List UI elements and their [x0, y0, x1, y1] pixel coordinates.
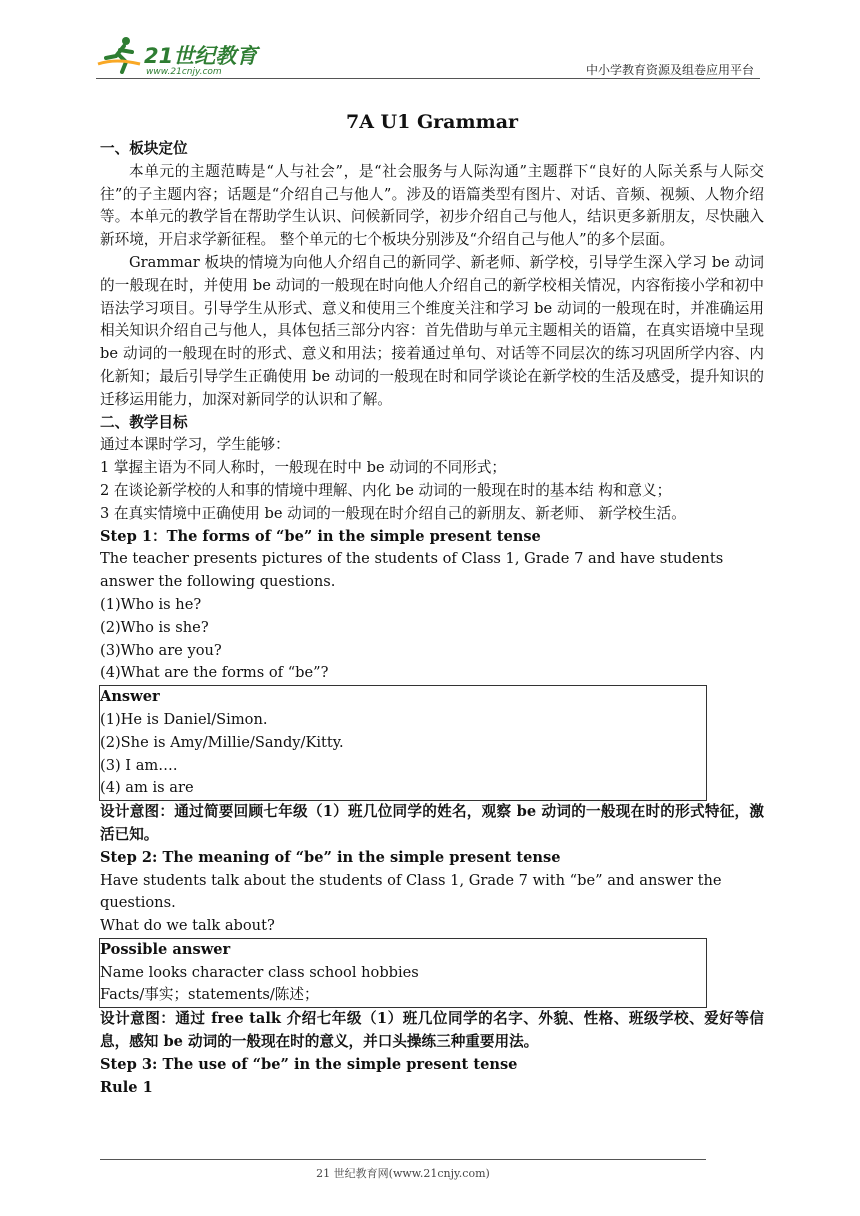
- answer-item: (2)She is Amy/Millie/Sandy/Kitty.: [100, 733, 344, 751]
- possible-answer-heading: Possible answer: [100, 940, 231, 958]
- possible-answer-line: Name looks character class school hobbies: [100, 963, 419, 981]
- question-item: (3)Who are you?: [100, 641, 222, 659]
- answer-heading: Answer: [100, 688, 160, 706]
- step2-text: Have students talk about the students of Class 1, Grade 7 with “be” and answer the questions.: [100, 871, 722, 912]
- page-footer: 21 世纪教育网(www.21cnjy.com): [316, 1167, 490, 1180]
- answer-item: (4) am is are: [100, 779, 194, 797]
- document-body: [100, 108, 764, 1099]
- goal-item: 1 掌握主语为不同人称时，一般现在时中 be 动词的不同形式；: [100, 459, 507, 477]
- possible-answer-line: Facts/事实；statements/陈述；: [100, 986, 319, 1004]
- step3-heading: Step 3: The use of “be” in the simple present tense: [100, 1055, 518, 1073]
- answer-item: (1)He is Daniel/Simon.: [100, 710, 268, 728]
- question-item: (4)What are the forms of “be”?: [100, 664, 329, 682]
- logo-text: 21世纪教育: [144, 44, 258, 68]
- header-divider: [96, 78, 760, 79]
- step1-text: The teacher presents pictures of the students of Class 1, Grade 7 and have students answer the following questions.: [100, 550, 724, 591]
- rule1-label: Rule 1: [100, 1078, 153, 1096]
- answer-item: (3) I am….: [100, 756, 178, 774]
- section1-heading: 一、板块定位: [100, 140, 188, 157]
- section1-paragraph2: Grammar 板块的情境为向他人介绍自己的新同学、新老师、新学校，引导学生深入学习 be 动词的一般现在时，并使用 be 动词的一般现在时向他人介绍自己的新学校相关情况，内容衔接小学和初中语法学习项目。引导学生从形式、意义和使用三个维度关注和学习 be 动词的一般现在时，并准确运用相关知识介绍自己与他人，具体包括三部分内容：首先借助与单元主题相关的语篇，在真实语境中呈现 be 动词的一般现在时的形式、意义和用法；接着通过单句、对话等不同层次的练习巩固所学内容、内化新知；最后引导学生正确使用 be 动词的一般现在时和同学谈论在新学校的生活及感受，提升知识的迁移运用能力，加深对新同学的认识和了解。: [100, 253, 764, 408]
- goal-item: 3 在真实情境中正确使用 be 动词的一般现在时介绍自己的新朋友、新老师、 新学校生活。: [100, 504, 686, 522]
- goal-item: 2 在谈论新学校的人和事的情境中理解、内化 be 动词的一般现在时的基本结 构和意义；: [100, 481, 672, 499]
- answer-box: [99, 685, 707, 801]
- question-item: (1)Who is he?: [100, 595, 202, 613]
- step1-heading: Step 1：The forms of “be” in the simple present tense: [100, 527, 541, 545]
- section2-intro: 通过本课时学习，学生能够：: [100, 436, 290, 454]
- step2-heading: Step 2: The meaning of “be” in the simple present tense: [100, 848, 561, 866]
- document-title: 7A U1 Grammar: [345, 111, 519, 133]
- design-intent-2: 设计意图：通过 free talk 介绍七年级（1）班几位同学的名字、外貌、性格、班级学校、爱好等信息，感知 be 动词的一般现在时的意义，并口头操练三种重要用法。: [100, 1010, 764, 1051]
- page-header: [96, 28, 760, 78]
- site-logo: [96, 34, 266, 77]
- footer-divider: [100, 1159, 706, 1160]
- design-intent-1: 设计意图：通过简要回顾七年级（1）班几位同学的姓名，观察 be 动词的一般现在时的形式特征，激活已知。: [100, 803, 764, 843]
- header-platform-label: 中小学教育资源及组卷应用平台: [585, 63, 754, 77]
- section2-heading: 二、教学目标: [100, 413, 188, 431]
- step2-question: What do we talk about?: [100, 917, 275, 935]
- section1-paragraph1: 本单元的主题范畴是“人与社会”，是“社会服务与人际沟通”主题群下“良好的人际关系与人际交往”的子主题内容；话题是“介绍自己与他人”。涉及的语篇类型有图片、对话、音频、视频、人物介绍等。本单元的教学旨在帮助学生认识、问候新同学，初步介绍自己与他人，结识更多新朋友，尽快融入新环境，开启求学新征程。 整个单元的七个板块分别涉及“介绍自己与他人”的多个层面。: [100, 162, 764, 249]
- logo-url: www.21cnjy.com: [146, 67, 222, 77]
- question-item: (2)Who is she?: [100, 618, 209, 636]
- possible-answer-box: [99, 938, 707, 1008]
- runner-logo-icon: [96, 34, 146, 74]
